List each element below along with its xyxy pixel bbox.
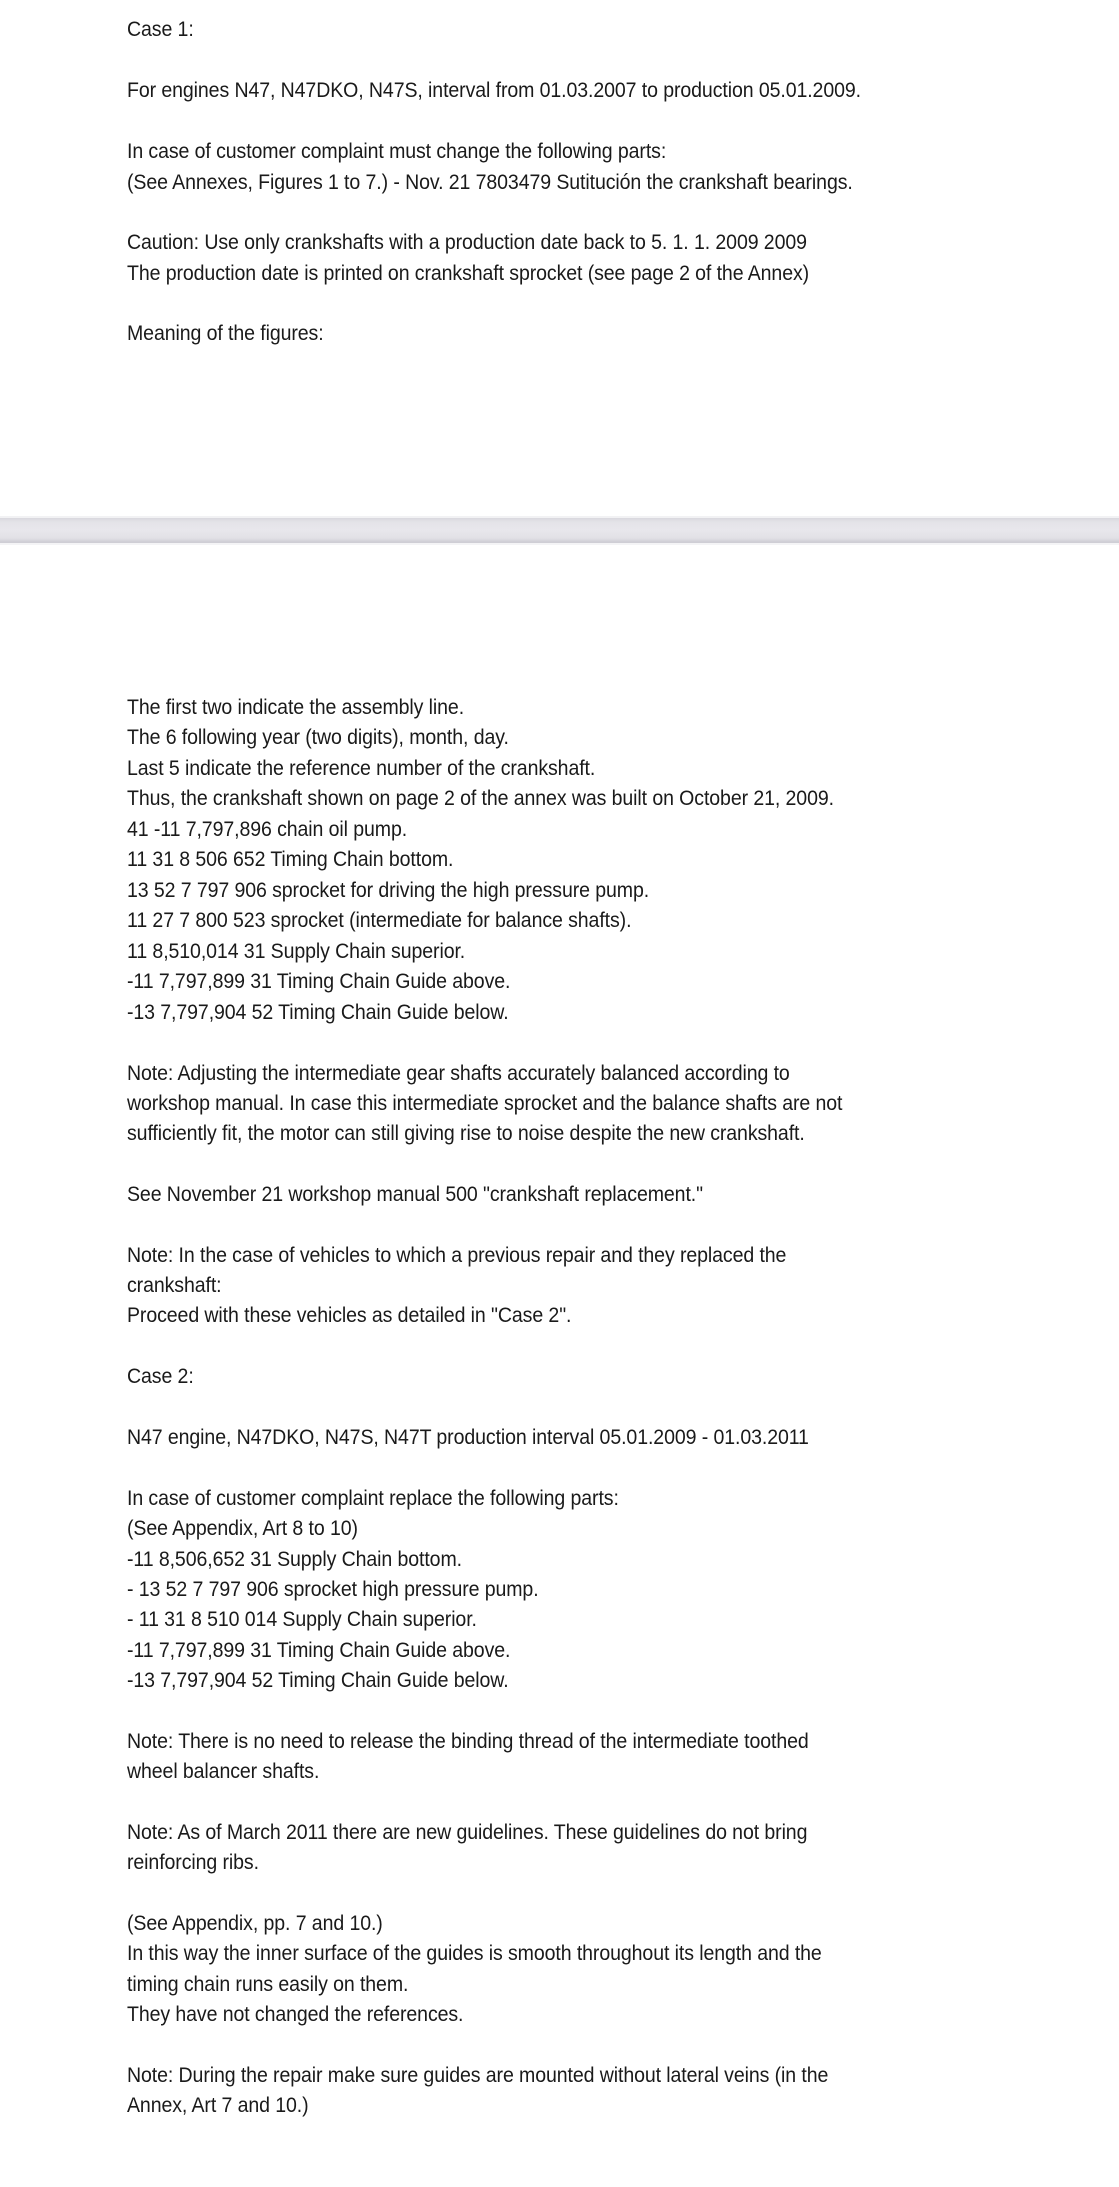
page-separator	[0, 516, 1119, 545]
case-1-engines-line: For engines N47, N47DKO, N47S, interval from 01.03.2007 to production 05.01.2009.	[127, 79, 861, 102]
note-adjusting-line: workshop manual. In case this intermediate sprocket and the balance shafts are not	[127, 1092, 843, 1115]
note-guidelines-line: reinforcing ribs.	[127, 1851, 259, 1874]
note-previous-repair-line: Note: In the case of vehicles to which a previous repair and they replaced the	[127, 1244, 787, 1267]
document-page-1	[0, 0, 1119, 516]
figures-meaning-line: The first two indicate the assembly line.	[127, 696, 465, 719]
note-guidelines-line: Note: As of March 2011 there are new guidelines. These guidelines do not bring	[127, 1821, 808, 1844]
case-1-heading: Case 1:	[127, 18, 194, 41]
case-2-part-line: -11 8,506,652 31 Supply Chain bottom.	[127, 1548, 462, 1571]
figures-meaning-line: Thus, the crankshaft shown on page 2 of the annex was built on October 21, 2009.	[127, 787, 834, 810]
annex-line: (See Annexes, Figures 1 to 7.) - Nov. 21 7803479 Sutitución the crankshaft bearings.	[127, 171, 853, 194]
case-2-part-line: -13 7,797,904 52 Timing Chain Guide below.	[127, 1669, 509, 1692]
note-repair-line: Note: During the repair make sure guides are mounted without lateral veins (in the	[127, 2064, 829, 2087]
case-1-part-line: -11 7,797,899 31 Timing Chain Guide above.	[127, 970, 511, 993]
note-adjusting-line: Note: Adjusting the intermediate gear shafts accurately balanced according to	[127, 1062, 790, 1085]
case-1-part-line: 11 27 7 800 523 sprocket (intermediate for balance shafts).	[127, 909, 632, 932]
appendix-block-line: In this way the inner surface of the guides is smooth throughout its length and the	[127, 1942, 822, 1965]
figures-meaning-line: The 6 following year (two digits), month, day.	[127, 726, 509, 749]
note-repair-line: Annex, Art 7 and 10.)	[127, 2094, 309, 2117]
caution-line: Caution: Use only crankshafts with a production date back to 5. 1. 1. 2009 2009	[127, 231, 807, 254]
case-1-part-line: 41 -11 7,797,896 chain oil pump.	[127, 818, 408, 841]
case-1-part-line: 13 52 7 797 906 sprocket for driving the high pressure pump.	[127, 879, 650, 902]
case-1-part-line: -13 7,797,904 52 Timing Chain Guide below.	[127, 1001, 509, 1024]
note-previous-repair-line: Proceed with these vehicles as detailed in "Case 2".	[127, 1304, 572, 1327]
appendix-block-line: (See Appendix, pp. 7 and 10.)	[127, 1912, 383, 1935]
complaint-line: In case of customer complaint must change the following parts:	[127, 140, 667, 163]
production-date-line: The production date is printed on crankshaft sprocket (see page 2 of the Annex)	[127, 262, 810, 285]
case-1-part-line: 11 8,510,014 31 Supply Chain superior.	[127, 940, 466, 963]
note-adjusting-line: sufficiently fit, the motor can still giving rise to noise despite the new crankshaft.	[127, 1122, 805, 1145]
case-2-part-line: (See Appendix, Art 8 to 10)	[127, 1517, 358, 1540]
figures-meaning-line: Last 5 indicate the reference number of the crankshaft.	[127, 757, 596, 780]
meaning-heading: Meaning of the figures:	[127, 322, 324, 345]
case-2-part-line: - 11 31 8 510 014 Supply Chain superior.	[127, 1608, 477, 1631]
appendix-block-line: timing chain runs easily on them.	[127, 1973, 409, 1996]
note-binding-line: wheel balancer shafts.	[127, 1760, 320, 1783]
see-manual-line: See November 21 workshop manual 500 "crankshaft replacement."	[127, 1183, 703, 1206]
case-1-part-line: 11 31 8 506 652 Timing Chain bottom.	[127, 848, 454, 871]
case-2-part-line: -11 7,797,899 31 Timing Chain Guide above.	[127, 1639, 511, 1662]
note-binding-line: Note: There is no need to release the binding thread of the intermediate toothed	[127, 1730, 809, 1753]
case-2-part-line: In case of customer complaint replace the following parts:	[127, 1487, 619, 1510]
appendix-block-line: They have not changed the references.	[127, 2003, 464, 2026]
case-2-heading: Case 2:	[127, 1365, 194, 1388]
note-previous-repair-line: crankshaft:	[127, 1274, 222, 1297]
case-2-part-line: - 13 52 7 797 906 sprocket high pressure pump.	[127, 1578, 539, 1601]
case-2-engines-line: N47 engine, N47DKO, N47S, N47T production interval 05.01.2009 - 01.03.2011	[127, 1426, 809, 1449]
